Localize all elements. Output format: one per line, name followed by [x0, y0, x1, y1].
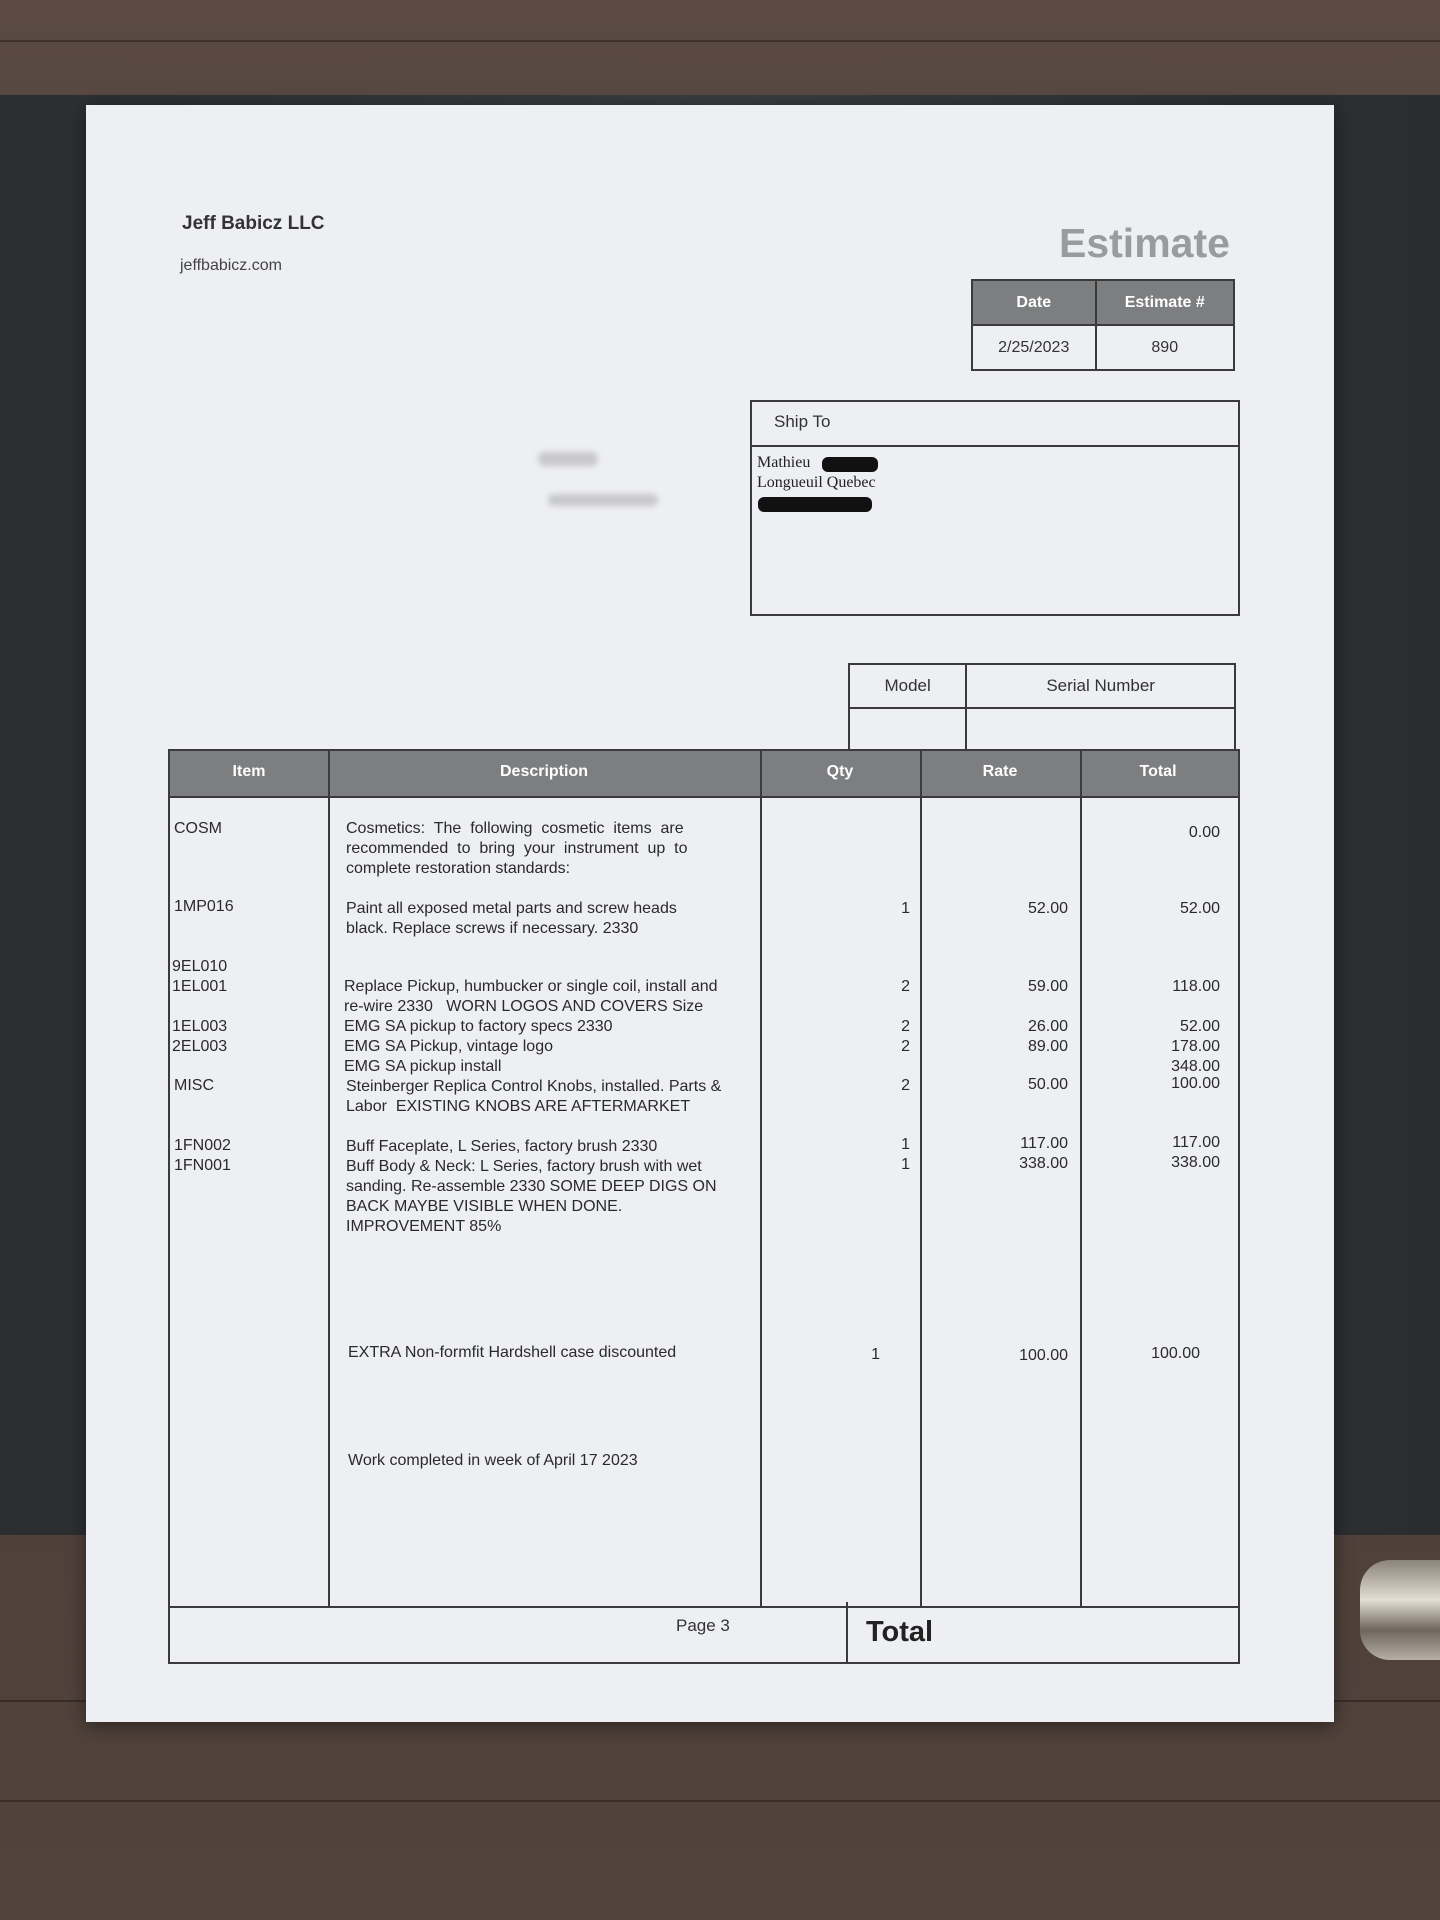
item-code: MISC — [174, 1077, 214, 1094]
item-codes: 9EL010 1EL001 1EL003 2EL003 — [172, 958, 228, 1055]
total-divider — [846, 1602, 848, 1662]
item-total: 100.00 — [1171, 1075, 1220, 1092]
item-rate: 50.00 — [1027, 1076, 1068, 1093]
binder-ring — [1360, 1560, 1440, 1660]
redaction-mark — [822, 457, 878, 472]
total-label: Total — [866, 1616, 934, 1648]
item-total: 100.00 — [1151, 1345, 1200, 1362]
item-code: 1MP016 — [174, 898, 234, 915]
date-header: Date — [972, 280, 1096, 325]
item-codes: 1FN002 1FN001 — [174, 1137, 231, 1174]
floor-seam — [0, 40, 1440, 42]
ship-to-name: Mathieu — [757, 454, 811, 471]
item-qty: 2 2 2 — [901, 978, 910, 1055]
item-column-header: Item — [232, 763, 266, 780]
document-title: Estimate — [1059, 220, 1230, 266]
rate-column-header: Rate — [982, 763, 1018, 780]
item-description: Paint all exposed metal parts and screw heads black. Replace screws if necessary. 2330 — [346, 900, 677, 937]
blurred-address — [548, 494, 658, 506]
item-total: 52.00 — [1179, 900, 1220, 917]
model-label: Model — [849, 664, 966, 708]
item-description: Replace Pickup, humbucker or single coil, install and re-wire 2330 WORN LOGOS AND COVERS Size EMG SA pickup to factory specs 2330 EMG SA Pickup, vintage logo EMG SA pickup install — [344, 978, 718, 1075]
item-qty: 1 1 — [901, 1136, 910, 1173]
item-total: 117.00 338.00 — [1171, 1134, 1220, 1171]
estimate-number-header: Estimate # — [1096, 280, 1234, 325]
redaction-mark — [758, 497, 872, 512]
estimate-meta-table — [971, 279, 1235, 371]
page-number: Page 3 — [676, 1616, 730, 1635]
estimate-number: 890 — [1096, 325, 1234, 370]
company-name: Jeff Babicz LLC — [182, 213, 325, 234]
column-divider — [920, 751, 922, 1606]
item-description: Cosmetics: The following cosmetic items are recommended to bring your instrument up to complete restoration standards: — [346, 820, 688, 877]
blurred-address — [538, 452, 598, 466]
item-total: 0.00 — [1188, 824, 1220, 841]
item-code: COSM — [174, 820, 222, 837]
column-divider — [1080, 751, 1082, 1606]
item-rate: 100.00 — [1019, 1347, 1068, 1364]
column-divider — [328, 751, 330, 1606]
serial-number-value — [966, 708, 1235, 752]
item-rate: 52.00 — [1027, 900, 1068, 917]
item-rate: 59.00 26.00 89.00 — [1027, 978, 1068, 1055]
estimate-sheet — [86, 105, 1334, 1722]
item-qty: 1 — [871, 1346, 880, 1363]
item-qty: 1 — [901, 900, 910, 917]
item-description: Buff Faceplate, L Series, factory brush 2330 Buff Body & Neck: L Series, factory brush with wet sanding. Re-assemble 2330 SOME DEEP DIGS ON BACK MAYBE VISIBLE WHEN DONE. IMPROVEMENT 85% — [346, 1138, 717, 1235]
serial-number-label: Serial Number — [966, 664, 1235, 708]
line-items-table — [168, 749, 1240, 1608]
item-description: Steinberger Replica Control Knobs, installed. Parts & Labor EXISTING KNOBS ARE AFTERMARKET — [346, 1078, 722, 1115]
item-rate: 117.00 338.00 — [1019, 1135, 1068, 1172]
ship-to-city: Longueuil Quebec — [757, 474, 876, 491]
ship-to-divider — [752, 445, 1238, 447]
ship-to-label: Ship To — [774, 412, 831, 431]
completion-note: Work completed in week of April 17 2023 — [348, 1452, 638, 1469]
item-description: EXTRA Non-formfit Hardshell case discounted — [348, 1344, 677, 1361]
qty-column-header: Qty — [826, 763, 854, 780]
item-qty: 2 — [901, 1077, 910, 1094]
total-column-header: Total — [1139, 763, 1177, 780]
model-value — [849, 708, 966, 752]
item-total: 118.00 52.00 178.00 348.00 — [1171, 978, 1220, 1075]
column-divider — [760, 751, 762, 1606]
floor-seam — [0, 1800, 1440, 1802]
header-divider — [170, 796, 1238, 798]
ship-to-box — [750, 400, 1240, 616]
company-website: jeffbabicz.com — [180, 257, 282, 274]
model-serial-table — [848, 663, 1236, 753]
estimate-date: 2/25/2023 — [972, 325, 1096, 370]
description-column-header: Description — [499, 763, 588, 780]
